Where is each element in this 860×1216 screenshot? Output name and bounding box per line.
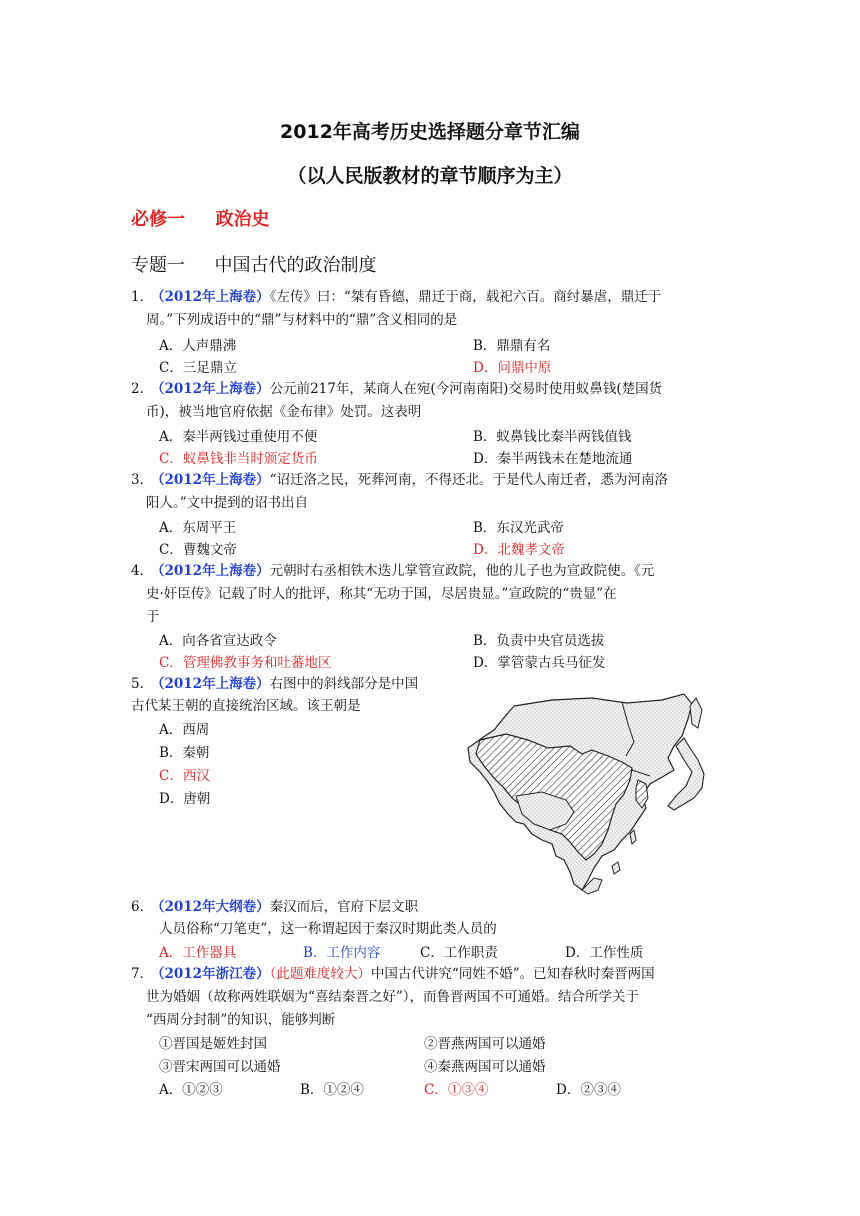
- question-number: 3．: [131, 472, 154, 488]
- section-label: 必修一: [131, 209, 185, 230]
- question-source: （2012年大纲卷）: [151, 899, 270, 915]
- q5-option-b: B．秦朝: [159, 745, 210, 761]
- q1-option-a: A．人声鼎沸: [159, 338, 237, 354]
- q3-option-c: C．曹魏文帝: [159, 542, 237, 558]
- q4-option-a: A．向各省宣达政令: [159, 633, 277, 649]
- question-2-line-2: 币)，被当地官府依据《金布律》处罚。这表明: [146, 404, 422, 420]
- question-7-line-2: 世为婚姻（故称两姓联姻为“喜结秦晋之好”），而鲁晋两国不可通婚。结合所学关于: [146, 989, 640, 1005]
- q1-option-c: C．三足鼎立: [159, 360, 237, 376]
- q4-option-b: B．负责中央官员选拔: [473, 633, 605, 649]
- question-note: （此题难度较大）: [269, 966, 371, 982]
- question-number: 1．: [131, 289, 154, 305]
- q1-option-d: D．问鼎中原: [473, 360, 552, 376]
- question-stem: 秦汉而后，官府下层文职: [269, 899, 419, 915]
- japan-islands: [668, 738, 704, 810]
- q6-option-c: C．工作职责: [420, 945, 498, 961]
- question-number: 4．: [131, 563, 154, 579]
- q7-option-c: C．①③④: [424, 1082, 489, 1098]
- section-name: 政治史: [215, 209, 270, 230]
- question-source: （2012年浙江卷）: [151, 966, 270, 982]
- q2-option-d: D．秦半两钱未在楚地流通: [473, 451, 633, 467]
- q7-item-4: ④秦燕两国可以通婚: [424, 1059, 546, 1075]
- question-stem: 右图中的斜线部分是中国: [269, 676, 419, 692]
- topic-label: 专题一: [131, 255, 185, 276]
- q7-item-2: ②晋燕两国可以通婚: [424, 1036, 546, 1052]
- question-5-line-2: 古代某王朝的直接统治区域。该王朝是: [131, 698, 361, 714]
- q6-option-d: D．工作性质: [565, 945, 644, 961]
- question-4-line-3: 于: [146, 609, 160, 625]
- question-source: （2012年上海卷）: [151, 289, 270, 305]
- question-3-line-1: [131, 469, 668, 492]
- question-6-line-2: 人员俗称“刀笔吏”，这一称谓起因于秦汉时期此类人员的: [159, 921, 497, 937]
- q3-option-d: D．北魏孝文帝: [473, 542, 565, 558]
- question-6-line-1: [131, 896, 418, 919]
- question-3-line-2: 阳人。”文中提到的诏书出自: [146, 495, 309, 511]
- q5-option-a: A．西周: [159, 722, 210, 738]
- q6-option-b: B．工作内容: [303, 945, 381, 961]
- q6-option-a: A．工作器具: [159, 945, 237, 961]
- q7-option-a: A．①②③: [159, 1082, 223, 1098]
- q2-option-c: C．蚁鼻钱非当时颁定货币: [159, 451, 318, 467]
- topic-heading: [131, 251, 376, 277]
- topic-name: 中国古代的政治制度: [214, 255, 377, 276]
- q4-option-d: D．掌管蒙古兵马征发: [473, 655, 606, 671]
- q5-option-d: D．唐朝: [159, 791, 211, 807]
- question-stem: 公元前217年，某商人在宛(今河南南阳)交易时使用蚁鼻钱(楚国货: [269, 381, 663, 397]
- question-source: （2012年上海卷）: [151, 472, 270, 488]
- q2-option-a: A．秦半两钱过重使用不便: [159, 429, 318, 445]
- q7-option-b: B．①②④: [300, 1082, 364, 1098]
- question-1-line-2: 周。”下列成语中的“鼎”与材料中的“鼎”含义相同的是: [146, 312, 458, 328]
- q5-option-c: C．西汉: [159, 768, 210, 784]
- question-number: 7．: [131, 966, 154, 982]
- page-title: 2012年高考历史选择题分章节汇编: [280, 121, 580, 143]
- question-source: （2012年上海卷）: [151, 563, 270, 579]
- question-stem: “诏迁洛之民，死葬河南，不得还北。于是代人南迁者，悉为河南洛: [269, 472, 668, 488]
- question-2-line-1: [131, 378, 662, 401]
- question-stem: 《左传》曰：“桀有昏德，鼎迁于商，载祀六百。商纣暴虐，鼎迁于: [269, 289, 662, 305]
- question-7-line-3: “西周分封制”的知识，能够判断: [146, 1012, 336, 1028]
- question-number: 6．: [131, 899, 154, 915]
- question-source: （2012年上海卷）: [151, 676, 270, 692]
- question-source: （2012年上海卷）: [151, 381, 270, 397]
- map-image: [462, 684, 732, 896]
- question-number: 5．: [131, 676, 154, 692]
- question-stem: 元朝时右丞相铁木迭儿掌管宣政院，他的儿子也为宣政院使。《元: [269, 563, 655, 579]
- q2-option-b: B．蚁鼻钱比秦半两钱值钱: [473, 429, 632, 445]
- q3-option-b: B．东汉光武帝: [473, 520, 564, 536]
- section-heading: [131, 205, 270, 231]
- q7-item-1: ①晋国是姬姓封国: [159, 1036, 267, 1052]
- q7-option-d: D．②③④: [556, 1082, 621, 1098]
- q1-option-b: B．鼎鼎有名: [473, 338, 551, 354]
- q7-item-3: ③晋宋两国可以通婚: [159, 1059, 281, 1075]
- question-4-line-1: [131, 560, 654, 583]
- question-4-line-2: 史·奸臣传》记载了时人的批评，称其“无功于国，尽居贵显。”宣政院的“贵显”在: [146, 586, 617, 602]
- question-stem: 中国古代讲究“同姓不婚”。已知春秋时秦晋两国: [370, 966, 655, 982]
- question-5-line-1: [131, 673, 418, 696]
- q4-option-c: C．管理佛教事务和吐蕃地区: [159, 655, 332, 671]
- question-7-line-1: [131, 963, 655, 986]
- question-number: 2．: [131, 381, 154, 397]
- q3-option-a: A．东周平王: [159, 520, 237, 536]
- page-subtitle: （以人民版教材的章节顺序为主）: [287, 165, 573, 187]
- question-1-line-1: [131, 286, 661, 309]
